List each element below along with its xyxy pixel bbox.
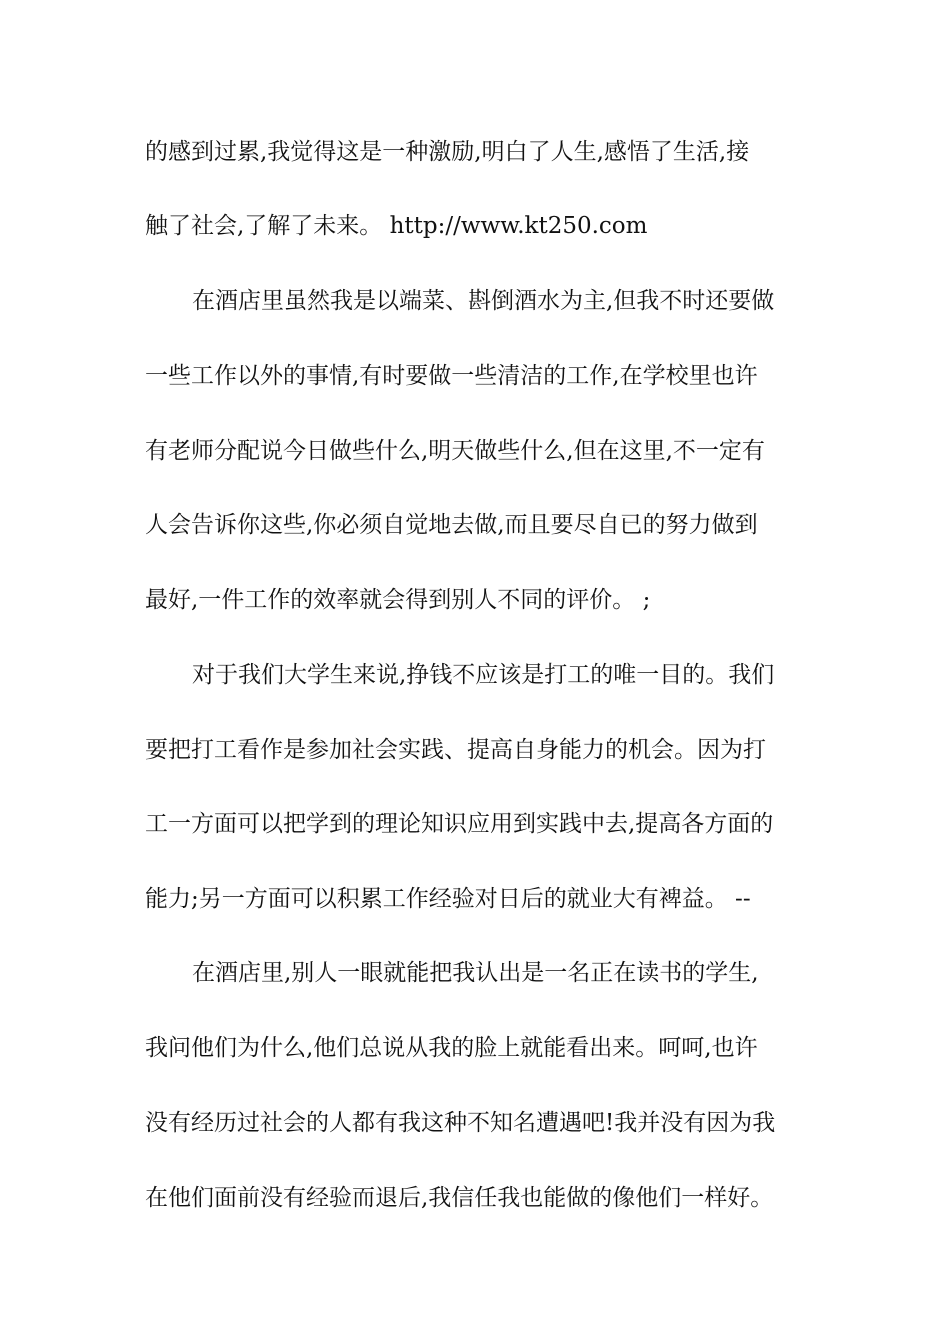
text-line: 有老师分配说今日做些什么,明天做些什么,但在这里,不一定有	[145, 438, 765, 464]
text-line: 一些工作以外的事情,有时要做一些清洁的工作,在学校里也许	[145, 363, 758, 389]
text-line: 在他们面前没有经验而退后,我信任我也能做的像他们一样好。	[145, 1185, 774, 1211]
paragraph-start-line: 在酒店里虽然我是以端菜、斟倒酒水为主,但我不时还要做	[192, 288, 775, 314]
text-line: 的感到过累,我觉得这是一种激励,明白了人生,感悟了生活,接	[145, 139, 750, 165]
text-line: 要把打工看作是参加社会实践、提高自身能力的机会。因为打	[145, 737, 766, 763]
text-line: 触了社会,了解了未来。 http://www.kt250.com	[145, 213, 648, 239]
paragraph-start-line: 对于我们大学生来说,挣钱不应该是打工的唯一目的。我们	[192, 662, 775, 688]
text-line: 最好,一件工作的效率就会得到别人不同的评价。 ;	[145, 587, 651, 613]
text-line: 我问他们为什么,他们总说从我的脸上就能看出来。呵呵,也许	[145, 1035, 758, 1061]
text-line: 没有经历过社会的人都有我这种不知名遭遇吧!我并没有因为我	[145, 1110, 776, 1136]
text-line: 人会告诉你这些,你必须自觉地去做,而且要尽自已的努力做到	[145, 512, 758, 538]
text-line: 工一方面可以把学到的理论知识应用到实践中去,提高各方面的	[145, 811, 774, 837]
text-line: 能力;另一方面可以积累工作经验对日后的就业大有裨益。 --	[145, 886, 751, 912]
paragraph-start-line: 在酒店里,别人一眼就能把我认出是一名正在读书的学生,	[192, 960, 759, 986]
